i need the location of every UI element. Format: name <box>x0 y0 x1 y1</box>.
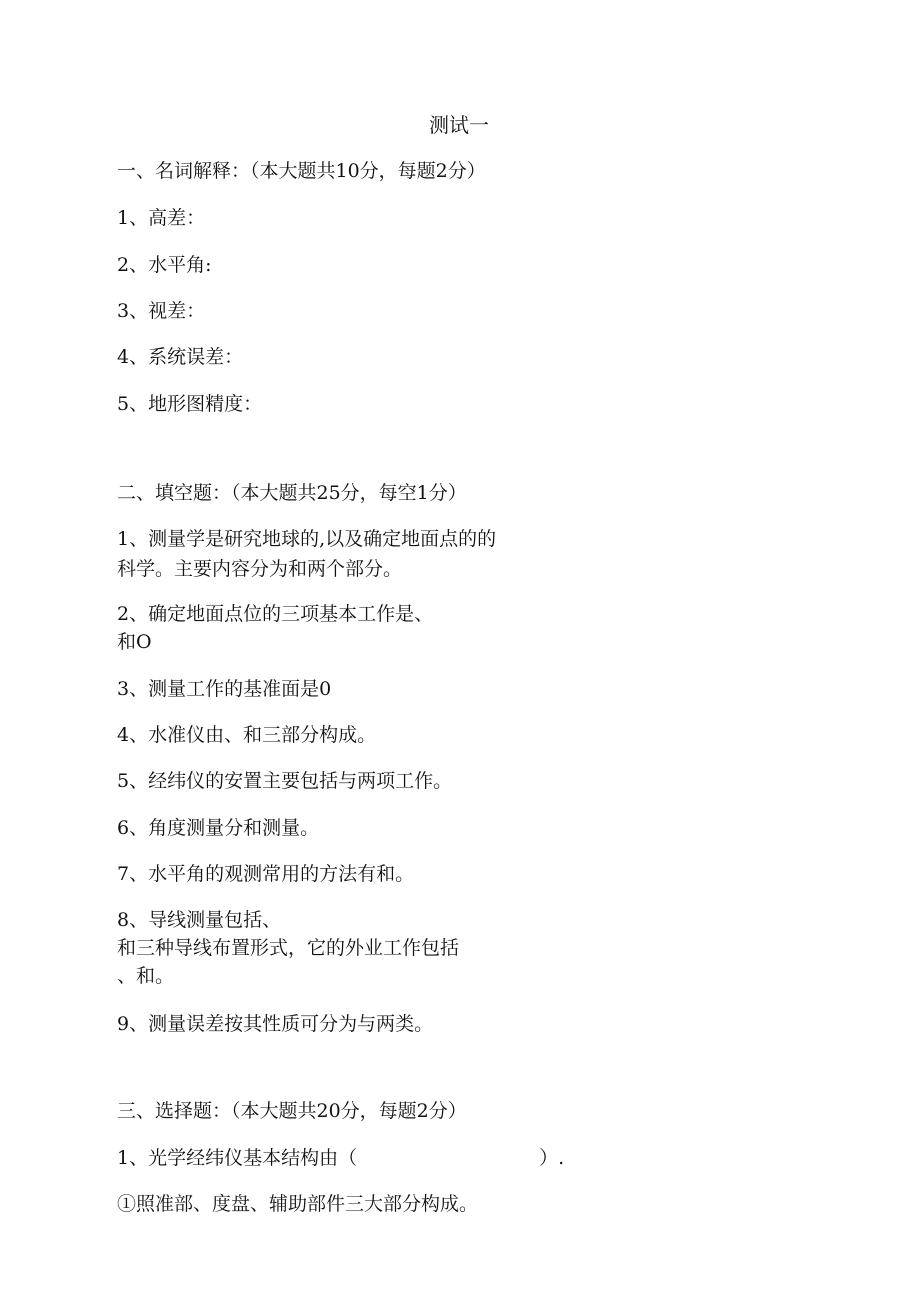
section1-item-3: 3、视差： <box>117 300 206 322</box>
section3-q1-prefix: 1、光学经纬仪基本结构由（ <box>117 1147 358 1169</box>
section2-q8-line3: 、和。 <box>117 965 175 987</box>
section2-q1-line2: 科学。主要内容分为和两个部分。 <box>117 558 403 580</box>
section3-heading: 三、选择题：（本大题共20分，每题2分） <box>117 1100 467 1122</box>
section2-q2-line2: 和O <box>117 631 152 653</box>
section1-item-5: 5、地形图精度： <box>117 393 263 415</box>
section3-q1 <box>117 1145 564 1171</box>
section2-q1-line1: 1、测量学是研究地球的,以及确定地面点的的 <box>117 528 497 550</box>
section2-q4: 4、水准仪由、和三部分构成。 <box>117 724 377 746</box>
section2-q7: 7、水平角的观测常用的方法有和。 <box>117 863 415 885</box>
section2-heading: 二、填空题：（本大题共25分，每空1分） <box>117 482 467 504</box>
page-title: 测试一 <box>429 113 489 137</box>
section2-q3: 3、测量工作的基准面是0 <box>117 678 332 700</box>
section1-item-4: 4、系统误差： <box>117 346 244 368</box>
section2-q8-line1: 8、导线测量包括、 <box>117 909 282 931</box>
section2-q2-line1: 2、确定地面点位的三项基本工作是、 <box>117 603 434 625</box>
section1-item-2: 2、水平角: <box>117 254 212 276</box>
section3-q1-option-1: ①照准部、度盘、辅助部件三大部分构成。 <box>117 1193 479 1215</box>
section2-q9: 9、测量误差按其性质可分为与两类。 <box>117 1013 434 1035</box>
section1-item-1: 1、高差： <box>117 207 206 229</box>
section3-q1-suffix: ）. <box>539 1147 565 1169</box>
section2-q5: 5、经纬仪的安置主要包括与两项工作。 <box>117 770 453 792</box>
section2-q8-line2: 和三种导线布置形式，它的外业工作包括 <box>117 937 460 959</box>
section2-q6: 6、角度测量分和测量。 <box>117 817 320 839</box>
section1-heading: 一、名词解释：（本大题共10分，每题2分） <box>117 160 486 182</box>
